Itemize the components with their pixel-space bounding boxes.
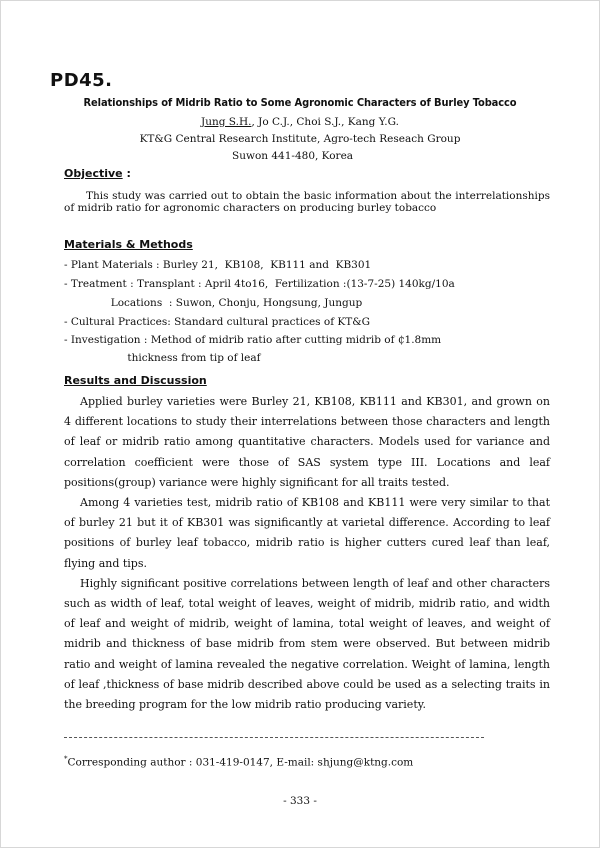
results-paragraph: Highly significant positive correlations between length of leaf and other characters such as width of leaf, total weight of leaves, weight of midrib, midrib ratio, and width of leaf and weight of midrib, weight of lamina, total weight of leaves, and weight of midrib and thickness of base midrib from stem were observed. But between midrib ratio and weight of lamina revealed the negative correlation. Weight of lamina, length of leaf ,thickness of base midrib described above could be used as a selecting traits in the breeding program for the low midrib ratio producing variety.: [64, 576, 550, 712]
methods-line: thickness from tip of leaf: [64, 352, 261, 364]
co-authors: , Jo C.J., Choi S.J., Kang Y.G.: [251, 116, 399, 128]
footnote-marker: *: [64, 755, 68, 763]
methods-line: Locations : Suwon, Chonju, Hongsung, Jungup: [64, 297, 363, 309]
results-paragraph: Among 4 varieties test, midrib ratio of KB108 and KB111 were very similar to that of burley 21 but it of KB301 was significantly at varietal difference. According to leaf positions of burley leaf tobacco, midrib ratio is higher cutters cured leaf than leaf, flying and tips.: [64, 496, 550, 570]
results-paragraph: Applied burley varieties were Burley 21, KB108, KB111 and KB301, and grown on 4 different locations to study their interrelations between those characters and length of leaf or midrib ratio among quantitative characters. Models used for variance and correlation coefficient were those of SAS system type III. Locations and leaf positions(group) variance were highly significant for all traits tested.: [64, 395, 550, 489]
author-list: [0, 116, 600, 128]
methods-heading: Materials & Methods: [64, 238, 193, 251]
footnote-text: Corresponding author : 031-419-0147, E-mail: shjung@ktng.com: [67, 756, 414, 769]
footnote: [64, 755, 413, 769]
page-number: - 333 -: [283, 795, 317, 807]
corresponding-author: Jung S.H.: [201, 116, 252, 128]
address: Suwon 441-480, Korea: [232, 150, 354, 162]
methods-line: - Cultural Practices: Standard cultural practices of KT&G: [64, 316, 371, 328]
affiliation: KT&G Central Research Institute, Agro-tech Reseach Group: [139, 133, 461, 145]
methods-line: - Investigation : Method of midrib ratio after cutting midrib of ₵1.8mm: [64, 334, 442, 346]
paper-id: PD45.: [50, 70, 113, 91]
objective-heading: Objective :: [64, 167, 131, 180]
footnote-divider: [64, 737, 484, 738]
results-body: [64, 392, 550, 715]
results-heading: Results and Discussion: [64, 374, 207, 387]
paper-title: Relationships of Midrib Ratio to Some Agronomic Characters of Burley Tobacco: [83, 96, 517, 109]
methods-line: - Plant Materials : Burley 21, KB108, KB111 and KB301: [64, 259, 372, 271]
methods-line: - Treatment : Transplant : April 4to16, Fertilization :(13-7-25) 140kg/10a: [64, 278, 455, 290]
objective-text: This study was carried out to obtain the basic information about the interrelationships of midrib ratio for agronomic characters on producing burley tobacco: [64, 190, 550, 214]
